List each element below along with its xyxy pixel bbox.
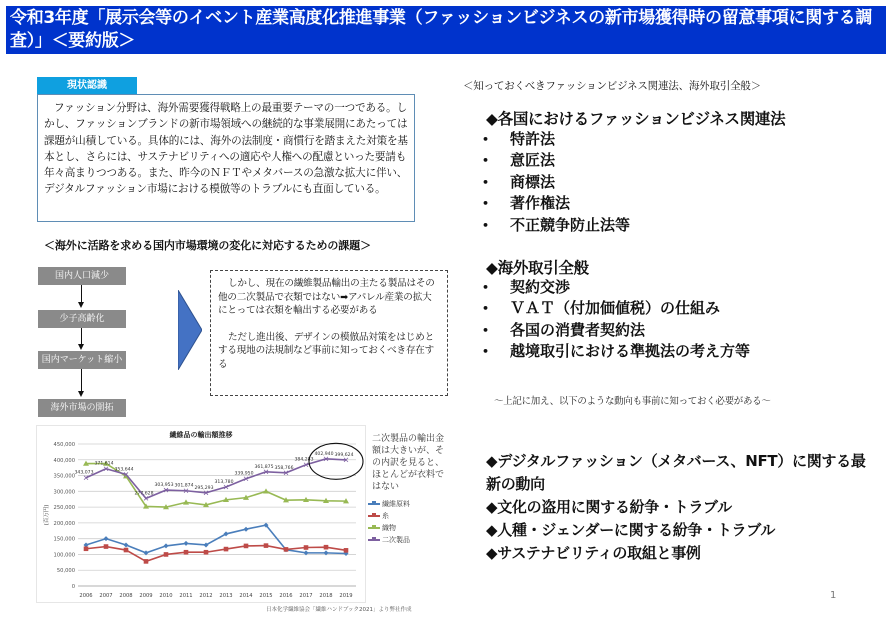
list-item-label: 各国の消費者契約法 bbox=[510, 320, 646, 339]
legend-item bbox=[368, 510, 410, 522]
svg-text:303,953: 303,953 bbox=[154, 483, 174, 489]
bullet-icon: • bbox=[482, 323, 490, 337]
svg-text:2007: 2007 bbox=[99, 593, 113, 599]
svg-text:2014: 2014 bbox=[239, 593, 253, 599]
bullet-icon: • bbox=[482, 175, 490, 189]
note-paragraph: しかし、現在の繊維製品輸出の主たる製品はその他の二次製品で衣類ではない➡アパレル産業の拡大にとっては衣類を輸出する必要がある bbox=[218, 278, 435, 317]
svg-text:358,766: 358,766 bbox=[274, 465, 294, 471]
bullet-icon: • bbox=[482, 154, 490, 168]
bullet-icon: • bbox=[482, 218, 490, 232]
arrow-right-icon bbox=[178, 290, 202, 370]
list-item bbox=[482, 298, 750, 319]
list-item-label: 著作権法 bbox=[510, 194, 571, 213]
legend-swatch-icon bbox=[368, 539, 380, 541]
list-item bbox=[482, 277, 750, 298]
list-item-label: 契約交渉 bbox=[510, 278, 571, 296]
transition-note: ～上記に加え、以下のような動向も事前に知っておく必要がある～ bbox=[494, 396, 771, 407]
list-item-label: 不正競争防止法等 bbox=[510, 215, 631, 234]
section-title-trade: ◆海外取引全般 bbox=[486, 259, 589, 277]
bullet-icon: • bbox=[482, 133, 490, 146]
svg-text:313,780: 313,780 bbox=[214, 479, 234, 485]
svg-text:384,283: 384,283 bbox=[294, 457, 314, 463]
flow-step-aging: 少子高齢化 bbox=[38, 310, 126, 328]
flow-arrow-line bbox=[81, 369, 82, 392]
legend-item bbox=[368, 498, 410, 510]
legend-swatch-icon bbox=[368, 503, 380, 505]
svg-text:450,000: 450,000 bbox=[53, 442, 75, 448]
svg-text:2006: 2006 bbox=[79, 593, 93, 599]
bullet-icon: • bbox=[482, 281, 490, 294]
svg-text:150,000: 150,000 bbox=[53, 536, 75, 543]
trend-item: ◆人種・ジェンダーに関する紛争・トラブル bbox=[486, 521, 776, 539]
list-item bbox=[482, 320, 750, 341]
bullet-icon: • bbox=[482, 302, 490, 316]
current-status-tag: 現状認識 bbox=[37, 77, 137, 94]
list-item bbox=[482, 341, 750, 362]
svg-text:402,940: 402,940 bbox=[314, 451, 334, 457]
bullet-icon: • bbox=[482, 197, 490, 211]
legend-swatch-icon bbox=[368, 527, 380, 529]
flow-step-market-shrink: 国内マーケット縮小 bbox=[38, 351, 126, 369]
laws-list bbox=[482, 129, 630, 236]
list-item-label: 特許法 bbox=[510, 130, 556, 148]
svg-text:277,628: 277,628 bbox=[134, 491, 154, 497]
svg-text:2008: 2008 bbox=[119, 593, 133, 599]
svg-text:2015: 2015 bbox=[259, 593, 273, 599]
svg-text:2013: 2013 bbox=[219, 593, 233, 599]
list-item-label: 越境取引における準拠法の考え方等 bbox=[510, 342, 751, 361]
svg-text:295,293: 295,293 bbox=[194, 485, 214, 491]
svg-text:2017: 2017 bbox=[299, 593, 313, 599]
svg-text:350,000: 350,000 bbox=[53, 473, 75, 480]
flow-arrow-line bbox=[81, 285, 82, 303]
list-item bbox=[482, 129, 630, 150]
trend-list bbox=[486, 450, 866, 565]
svg-text:2009: 2009 bbox=[139, 593, 153, 599]
svg-text:343,073: 343,073 bbox=[74, 470, 94, 476]
bullet-icon: • bbox=[482, 345, 490, 359]
list-item-label: 商標法 bbox=[510, 172, 556, 191]
arrow-down-icon bbox=[78, 344, 84, 350]
chart-title: 繊維品の輸出額推移 bbox=[169, 431, 233, 439]
trend-item: ◆サステナビリティの取組と事例 bbox=[486, 544, 701, 562]
svg-text:100,000: 100,000 bbox=[53, 552, 75, 559]
legend-swatch-icon bbox=[368, 515, 380, 517]
list-item bbox=[482, 172, 630, 193]
flow-step-overseas-expansion: 海外市場の開拓 bbox=[38, 399, 126, 417]
list-item bbox=[482, 215, 630, 236]
svg-text:2019: 2019 bbox=[339, 593, 353, 599]
svg-text:2010: 2010 bbox=[159, 593, 173, 599]
challenge-note-box bbox=[210, 270, 448, 396]
svg-text:2012: 2012 bbox=[199, 593, 213, 599]
page-number: 1 bbox=[830, 590, 837, 601]
right-sub-heading: ＜知っておくべきファッションビジネス関連法、海外取引全般＞ bbox=[463, 80, 761, 92]
legend-item bbox=[368, 534, 410, 546]
svg-text:353,644: 353,644 bbox=[114, 467, 134, 473]
arrow-down-icon bbox=[78, 391, 84, 397]
legend-label: 二次製品 bbox=[382, 536, 410, 544]
section-title-laws: ◆各国におけるファッションビジネス関連法 bbox=[486, 110, 786, 128]
list-item-label: ＶＡＴ（付加価値税）の仕組み bbox=[510, 299, 721, 318]
svg-text:339,950: 339,950 bbox=[234, 471, 254, 477]
export-chart bbox=[36, 425, 366, 603]
trend-item: ◆文化の盗用に関する紛争・トラブル bbox=[486, 498, 732, 516]
line-chart bbox=[36, 425, 366, 603]
legend-label: 糸 bbox=[382, 512, 389, 520]
list-item bbox=[482, 193, 630, 214]
list-item-label: 意匠法 bbox=[510, 151, 556, 170]
page-title: 令和3年度「展示会等のイベント産業高度化推進事業（ファッションビジネスの新市場獲得時の留意事項に関する調査）」＜要約版＞ bbox=[6, 6, 886, 54]
svg-text:2018: 2018 bbox=[319, 593, 333, 599]
arrow-down-icon bbox=[78, 302, 84, 308]
legend-item bbox=[368, 522, 410, 534]
chart-side-note: 二次製品の輸出金額は大きいが、その内訳を見ると、ほとんどが衣料ではない bbox=[372, 434, 445, 492]
trade-list bbox=[482, 277, 750, 363]
svg-text:400,000: 400,000 bbox=[53, 457, 75, 464]
chart-source: 日本化学繊維協会「繊維ハンドブック2021」より弊社作成 bbox=[266, 607, 412, 613]
svg-text:2016: 2016 bbox=[279, 593, 293, 599]
svg-text:50,000: 50,000 bbox=[56, 568, 75, 575]
chart-legend bbox=[368, 498, 410, 546]
flow-step-population-decline: 国内人口減少 bbox=[38, 267, 126, 285]
svg-text:399,624: 399,624 bbox=[334, 452, 354, 458]
svg-text:250,000: 250,000 bbox=[53, 505, 75, 512]
flow-arrow-line bbox=[81, 328, 82, 345]
svg-text:200,000: 200,000 bbox=[53, 520, 75, 527]
list-item bbox=[482, 150, 630, 171]
legend-label: 織物 bbox=[382, 524, 396, 532]
challenges-heading: ＜海外に活路を求める国内市場環境の変化に対応するための課題＞ bbox=[44, 239, 371, 252]
trend-item: ◆デジタルファッション（メタバース、NFT）に関する最新の動向 bbox=[486, 452, 866, 493]
current-status-box: ファッション分野は、海外需要獲得戦略上の最重要テーマの一つである。しかし、ファッションブランドの新市場領域への継続的な事業展開にあたっては課題が山積している。具体的には、海外の法制度・商慣行を踏まえた対策を基本とし、さらには、サステナビリティへの適応や人権への配慮といった要請も年々高まりつつある。また、昨今のＮＦＴやメタバースの急激な拡大に伴い、デジタルファッション市場における模倣等のトラブルにも直面している。 bbox=[37, 94, 415, 222]
svg-text:371,614: 371,614 bbox=[94, 461, 114, 467]
svg-text:2011: 2011 bbox=[179, 593, 193, 599]
svg-text:0: 0 bbox=[71, 584, 75, 590]
svg-text:(百万円): (百万円) bbox=[44, 504, 50, 526]
legend-label: 繊維原料 bbox=[382, 500, 410, 508]
svg-text:301,874: 301,874 bbox=[174, 483, 194, 489]
note-paragraph: ただし進出後、デザインの模倣品対策をはじめとする現地の法規制など事前に知っておくべき存在する bbox=[218, 331, 435, 370]
svg-text:300,000: 300,000 bbox=[53, 489, 75, 496]
svg-text:361,875: 361,875 bbox=[254, 464, 274, 470]
